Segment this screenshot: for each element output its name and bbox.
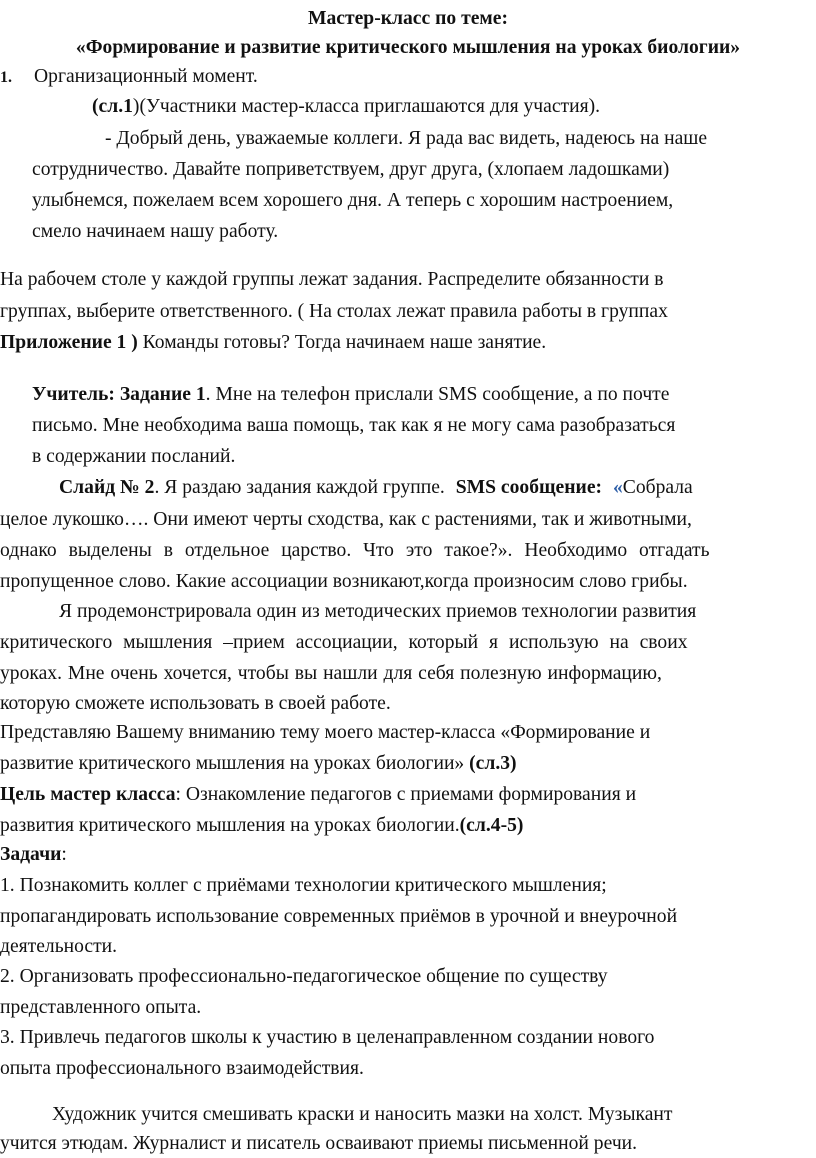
greeting-line: смело начинаем нашу работу.: [32, 221, 279, 242]
slide-4-5-ref: (сл.4-5): [459, 815, 524, 836]
slide-2-label: Слайд № 2: [59, 477, 155, 498]
goal-line: развития критического мышления на уроках биологии.(сл.4-5): [0, 815, 524, 836]
appendix-ref: Приложение 1 ): [0, 332, 138, 353]
greeting-line: - Добрый день, уважаемые коллеги. Я рада вас видеть, надеюсь на наше: [105, 128, 708, 149]
slide-2-line: Слайд № 2. Я раздаю задания каждой группе. SMS сообщение: «Собрала: [59, 477, 693, 498]
closing-line: Художник учится смешивать краски и наносить мазки на холст. Музыкант: [52, 1104, 673, 1125]
demo-line: критического мышления –прием ассоциации, который я использую на своих: [0, 632, 688, 653]
task-1-line: Учитель: Задание 1. Мне на телефон прислали SMS сообщение, а по почте: [32, 384, 670, 405]
item-1-number: 1.: [0, 69, 12, 86]
task-item-line: опыта профессионального взаимодействия.: [0, 1058, 364, 1079]
tasks-heading: Задачи:: [0, 844, 67, 865]
presentation-line: развитие критического мышления на уроках биологии» (сл.3): [0, 753, 517, 774]
task-item-line: пропагандировать использование современных приёмов в урочной и внеурочной: [0, 906, 678, 927]
demo-line: Я продемонстрировала один из методических приемов технологии развития: [59, 601, 697, 622]
tasks-label: Задачи: [0, 844, 62, 865]
sms-label: SMS сообщение:: [455, 477, 603, 498]
greeting-line: улыбнемся, пожелаем всем хорошего дня. А теперь с хорошим настроением,: [32, 190, 674, 211]
task-item-line: 1. Познакомить коллег с приёмами технологии критического мышления;: [0, 875, 607, 896]
demo-line: уроках. Мне очень хочется, чтобы вы нашли для себя полезную информацию,: [0, 663, 662, 684]
title-line-1: Мастер-класс по теме:: [308, 8, 508, 29]
task-1-line: в содержании посланий.: [32, 446, 236, 467]
slide-1-line: [92, 92, 600, 121]
presentation-line: Представляю Вашему вниманию тему моего мастер-класса «Формирование и: [0, 722, 651, 743]
closing-line: учится этюдам. Журналист и писатель осваивают приемы письменной речи.: [0, 1133, 638, 1154]
slide-1-text: )(Участники мастер-класса приглашаются для участия).: [132, 96, 601, 117]
slide-3-ref: (сл.3): [469, 753, 517, 774]
greeting-line: сотрудничество. Давайте поприветствуем, друг друга, (хлопаем ладошками): [32, 159, 670, 180]
item-1-text: Организационный момент.: [34, 66, 258, 87]
groups-line: На рабочем столе у каждой группы лежат задания. Распределите обязанности в: [0, 269, 664, 290]
task-1-line: письмо. Мне необходима ваша помощь, так как я не могу сама разобразаться: [32, 415, 676, 436]
task-item-line: представленного опыта.: [0, 997, 202, 1018]
quote-mark: «: [612, 477, 623, 498]
groups-line: группах, выберите ответственного. ( На столах лежат правила работы в группах: [0, 301, 668, 322]
slide-2-line: пропущенное слово. Какие ассоциации возникают,когда произносим слово грибы.: [0, 571, 688, 592]
slide-2-line: целое лукошко…. Они имеют черты сходства, как с растениями, так и животными,: [0, 509, 692, 530]
slide-1-ref: (сл.1: [92, 96, 133, 117]
task-item-line: деятельности.: [0, 936, 118, 957]
goal-line: Цель мастер класса: Ознакомление педагогов с приемами формирования и: [0, 784, 637, 805]
title-line-2: «Формирование и развитие критического мышления на уроках биологии»: [75, 37, 741, 58]
groups-line: Приложение 1 ) Команды готовы? Тогда начинаем наше занятие.: [0, 332, 547, 353]
item-1: [0, 62, 258, 92]
task-item-line: 3. Привлечь педагогов школы к участию в целенаправленном создании нового: [0, 1027, 655, 1048]
demo-line: которую сможете использовать в своей работе.: [0, 693, 391, 714]
slide-2-line: однако выделены в отдельное царство. Что это такое?». Необходимо отгадать: [0, 540, 710, 561]
task-1-label: Учитель: Задание 1: [32, 384, 206, 405]
goal-label: Цель мастер класса: [0, 784, 176, 805]
task-item-line: 2. Организовать профессионально-педагогическое общение по существу: [0, 966, 608, 987]
